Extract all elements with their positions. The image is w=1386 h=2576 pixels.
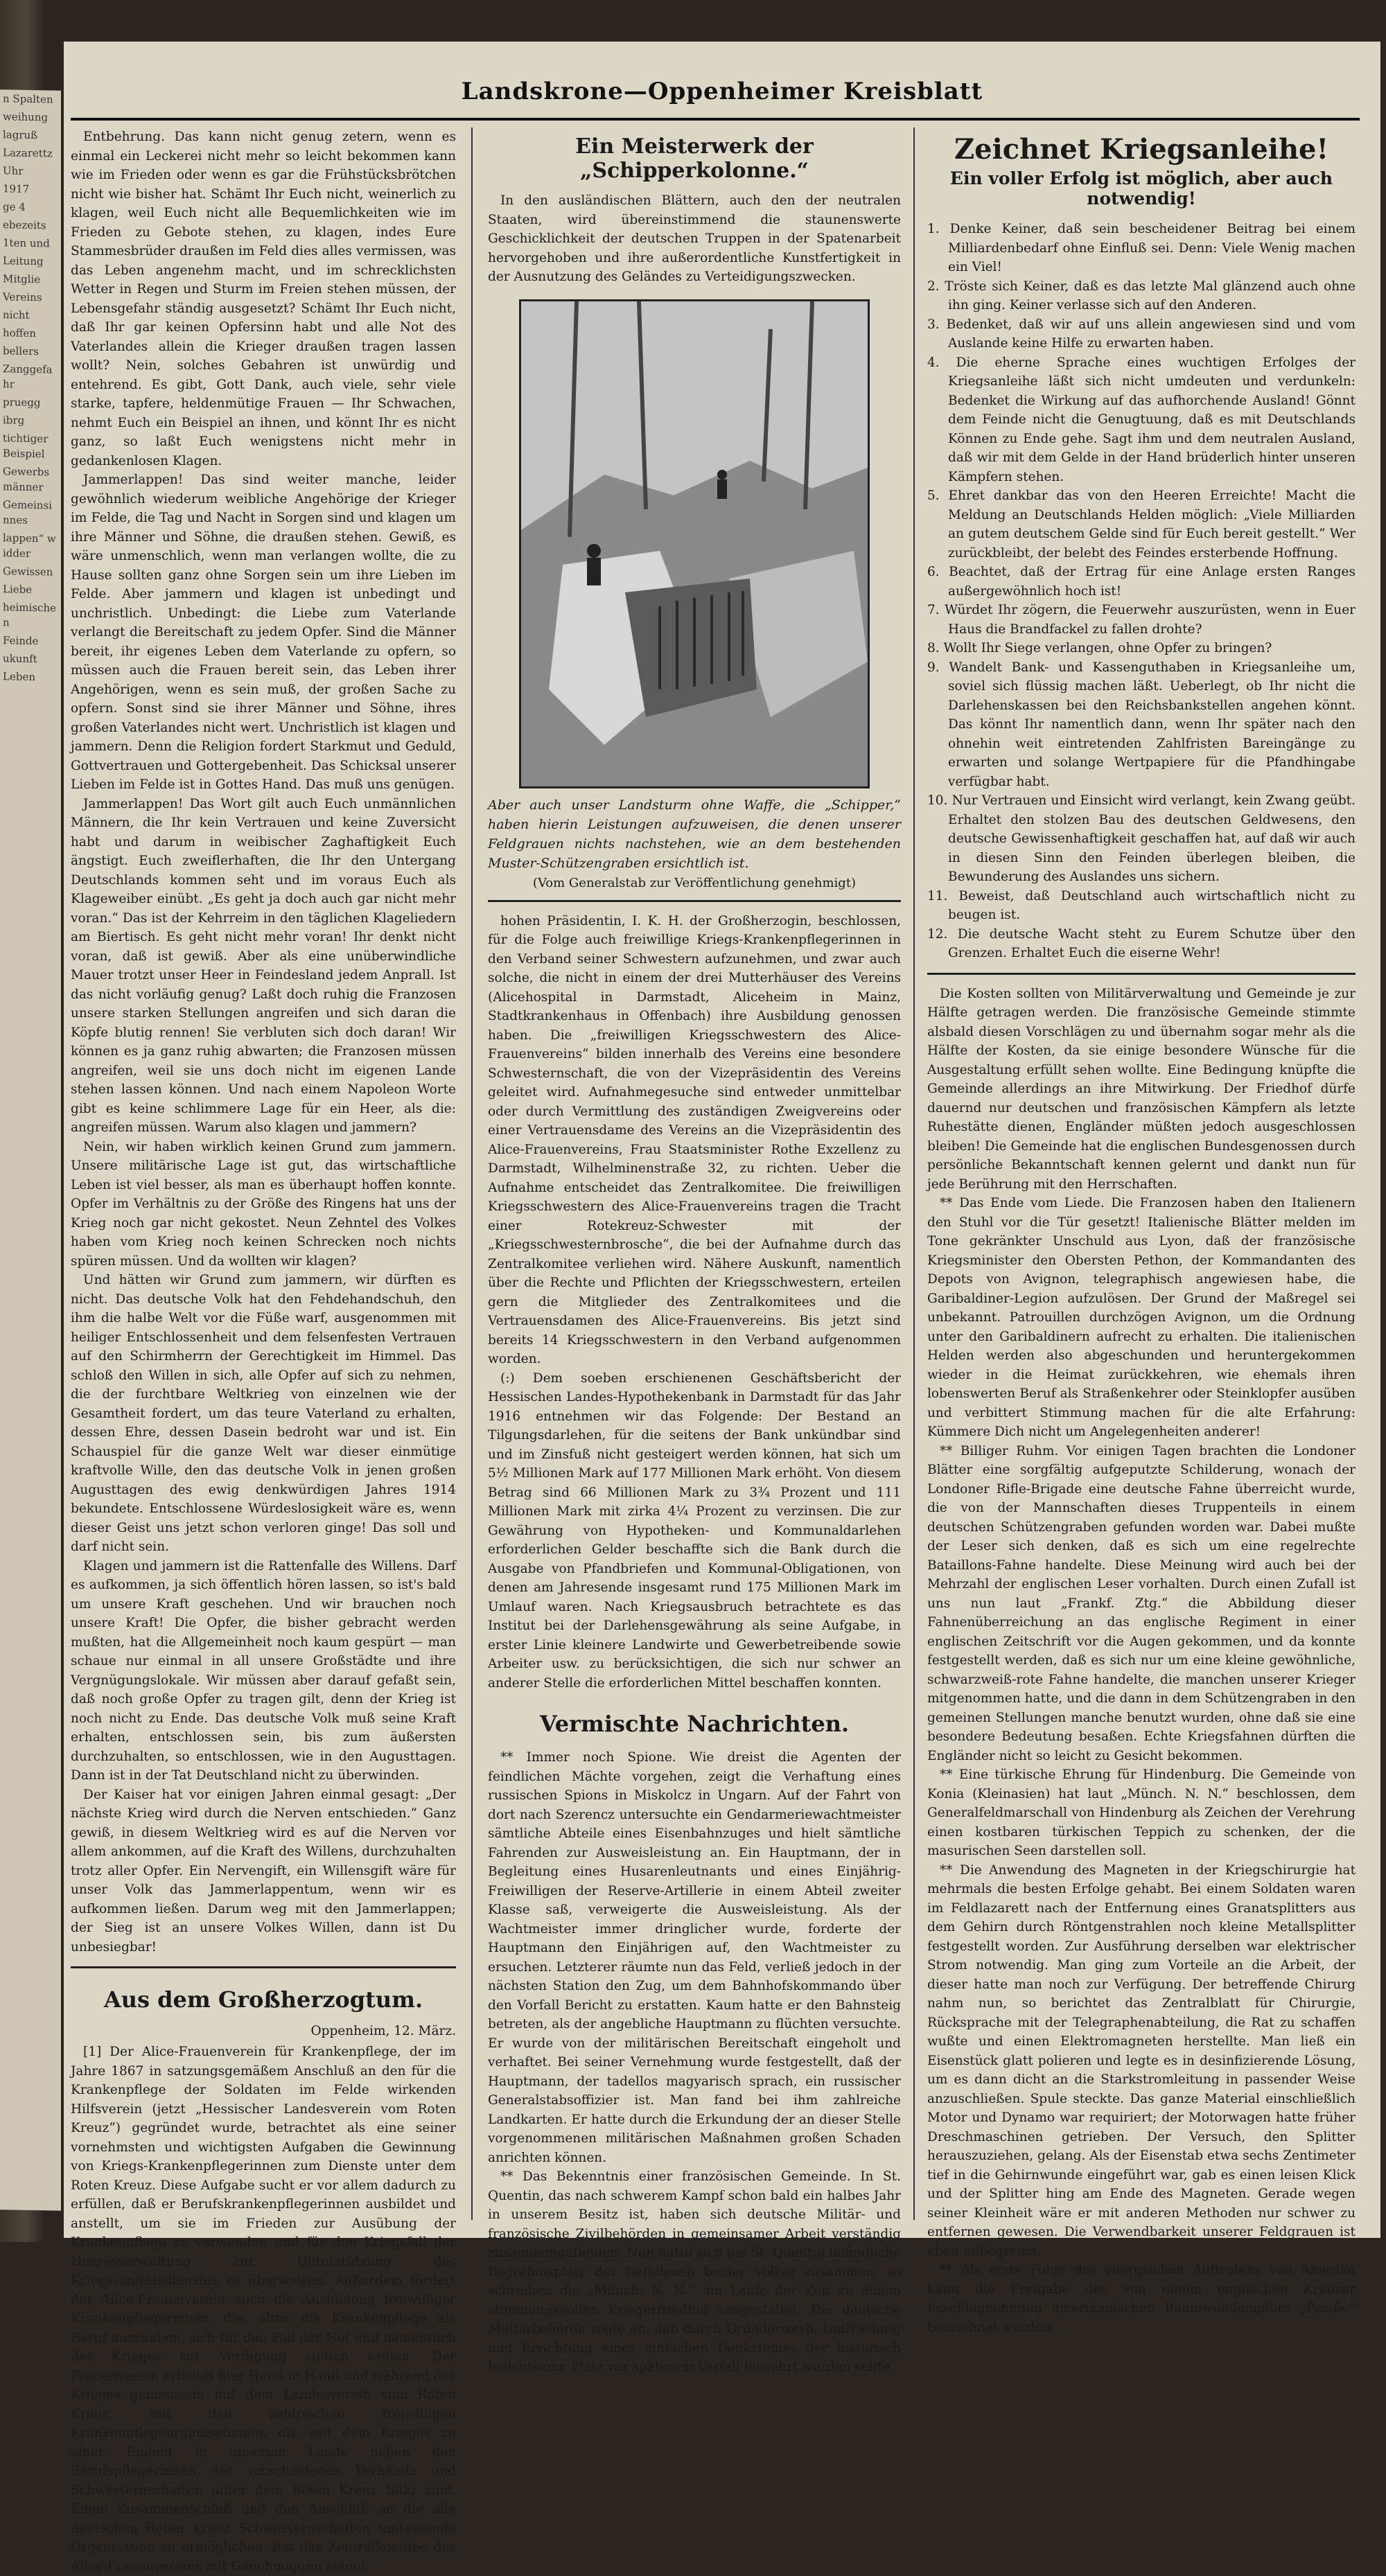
column-2 [488, 127, 901, 2374]
fragment-line: Gewerbsmänner [3, 465, 50, 494]
fragment-line: nicht [3, 308, 30, 321]
fragment-line: Zanggefahr [3, 362, 53, 391]
paragraph: ** Billiger Ruhm. Vor einigen Tagen brachten die Londoner Blätter eine sorgfältig aufgeputzte Schilderung, wonach der Londoner Rifle-Brigade eine deutsche Fahne überreicht wurde, die von der Mannschaften dieses Truppenteils in einem deutschen Schützengraben gefunden worden war. Dabei mußte der Leser sich denken, daß es sich um eine regelrechte Bataillons-Fahne handelte. Diese Meinung wird auch bei der Mehrzahl der englischen Leser vorhalten. Durch einen Zufall ist uns nun laut „Frankf. Ztg.“ die Abbildung dieser Fahnenüberreichung an das englische Regiment in einer englischen Zeitschrift vor die Augen gekommen, und da konnte festgestellt werden, daß es sich nur um eine kleine gewöhnliche, schwarzweiß-rote Fahne handelte, die manchen unserer Krieger mitgenommen hatte, und die dann in dem Schützengraben in den gemeinen Stellungen manche benutzt wurden, ohne daß sie eine besondere Bedeutung besaßen. Echte Kriegsfahnen dürften die Engländer nicht so leicht zu Gesicht bekommen. [927, 1443, 1356, 1763]
fragment-line: Gemeinsinnes [3, 498, 52, 527]
paragraph: Und hätten wir Grund zum jammern, wir dürften es nicht. Das deutsche Volk hat den Fehdehandschuh, den ihm die halbe Welt vor die Füße warf, ausgenommen mit heiliger Entschlossenheit und dem felsenfesten Vertrauen auf den Schirmherrn der Gerechtigkeit im Himmel. Das schloß den Willen in sich, alle Opfer auf sich zu nehmen, die der furchtbare Weltkrieg von einzelnen wie der Gesamtheit fordert, um das teure Vaterland zu erhalten, dessen Ehre, dessen Dasein bedroht war und ist. Ein Schauspiel für die ganze Welt war dieser einmütige kraftvolle Wille, den das deutsche Volk in jenen großen Augusttagen des ewig denkwürdigen Jahres 1914 bekundete. Entschlossene Würdeslosigkeit wäre es, wenn dieser Geist uns jetzt schon verloren ginge! Das soll und darf nicht sein. [71, 1273, 456, 1554]
fragment-line: hoffen [3, 326, 36, 340]
previous-page-fragment [0, 89, 61, 2211]
paragraph: Klagen und jammern ist die Rattenfalle des Willens. Darf es aufkommen, ja sich öffentlich hören lassen, so ist's bald um unsere Kraft geschehen. Und wir brauchen noch unsere Kraft! Die Opfer, die bisher gebracht werden mußten, hat die Allgemeinheit noch kaum gespürt — man schaue nur einmal in all unsere Großstädte und ihre Vergnügungslokale. Wir müssen aber darauf gefaßt sein, daß noch große Opfer zu tragen gilt, denn der Krieg ist noch nicht zu Ende. Das deutsche Volk muß seine Kraft erhalten, entschlossen sein, bis zum äußersten durchzuhalten, so entschlossen, wie in den Augusttagen. Dann ist in der Tat Deutschland nicht zu überwinden. [71, 1558, 456, 1783]
paragraph: ** Als erste Folge des energischen Auftretens von Amerika kann die Freigabe des von einem englischen Kreuzer beschlagnahmten amerikanischen Baumwolldampfers „Pacific“ bezeichnet werden. [927, 2263, 1356, 2335]
paragraph: ** Das Ende vom Liede. Die Franzosen haben den Italienern den Stuhl vor die Tür gesetzt! Italienische Blätter melden im Tone gekränkter Unschuld aus Lyon, daß der französische Kriegsminister den Obersten Pethon, der Kommandanten des Depots von Avignon, telegraphisch angewiesen habe, die Garibaldiner-Legion aufzulösen. Der Grund der Maßregel sei unbekannt. Patrouillen durchzögen Avignon, um die Ordnung unter den Garibaldinern aufrecht zu erhalten. Die italienischen Helden werden also abgeschunden und heruntergekommen wieder in die Heimat zurückkehren, wie ehemals ihren lobenswerten Beruf als Straßenkehrer oder Steinklopfer ausüben und verbittert Stimmung machen für die alte Erfahrung: Kümmere Dich nicht um Angelegenheiten anderer! [927, 1196, 1356, 1439]
section-title-vermischte: Vermischte Nachrichten. [539, 1711, 850, 1737]
photo-caption: Aber auch unser Landsturm ohne Waffe, die „Schipper,“ haben hierin Leistungen aufzuweisen, die denen unserer Feldgrauen nichts nachstehen, wie an dem bestehenden Muster-Schützengraben ersichtlich ist. [488, 797, 901, 871]
list-item: 7. Würdet Ihr zögern, die Feuerwehr auszurüsten, wenn in Euer Haus die Brandfackel zu fallen drohte? [927, 603, 1356, 637]
list-item: 1. Denke Keiner, daß sein bescheidener Beitrag bei einem Milliardenbedarf ohne Einfluß sei. Denn: Viele Wenig machen ein Viel! [927, 222, 1356, 274]
list-item: 12. Die deutsche Wacht steht zu Eurem Schutze über den Grenzen. Erhaltet Euch die eiserne Wehr! [927, 926, 1356, 960]
trench-photo-illustration [521, 301, 868, 786]
section-divider [71, 1966, 456, 1968]
column-rule [471, 127, 473, 2220]
paragraph: Entbehrung. Das kann nicht genug zetern, wenn es einmal ein Leckerei nicht mehr so leicht bekommen kann wie im Frieden oder wenn es gar die Frühstücksbrötchen nicht wie bisher hat. Schämt Ihr Euch nicht, weinerlich zu klagen, weil Euch nicht alle Bequemlichkeiten wie im Frieden zu Gebote stehen, zu klagen, indes Eure Stammesbrüder draußen im Feld dies alles vermissen, was das Leben angenehm macht, und im schrecklichsten Wetter in Regen und Sturm im Freien stehen müssen, der Lebensgefahr ständig ausgesetzt? Schämt Ihr Euch nicht, daß Ihr gar keinen Opfersinn habt und alle Not des Vaterlandes allein die Krieger draußen tragen lassen wollt? Nein, solches Gebahren ist unwürdig und entehrend. Es gibt, Gott Dank, auch viele, sehr viele starke, tapfere, heldenmütige Frauen — Ihr Schwachen, nehmt Euch ein Beispiel an ihnen, und könnt Ihr es nicht ganz, so laßt Euch wenigstens nicht mehr in gedankenlosen Klagen. [71, 130, 456, 468]
list-item: 9. Wandelt Bank- und Kassenguthaben in Kriegsanleihe um, soviel sich flüssig machen läßt. Ueberlegt, ob Ihr nicht die Darlehenskassen bei den Reichsbankstellen angehen könnt. Das könnt Ihr namentlich dann, wenn Ihr später nach den ohnehin weit eintretenden Zahlfristen Bareingänge zu erwarten und solange Wertpapiere für die Pfandhingabe verfügbar habt. [927, 660, 1356, 789]
paragraph: hohen Präsidentin, I. K. H. der Großherzogin, beschlossen, für die Folge auch freiwillige Kriegs-Krankenpflegerinnen in den Verband seiner Schwestern aufzunehmen, und zwar auch solche, die nicht in einem der drei Mutterhäuser des Vereins (Alicehospital in Darmstadt, Aliceheim in Mainz, Stadtkrankenhaus in Offenbach) ihre Ausbildung genossen haben. Die „freiwilligen Kriegsschwestern des Alice-Frauenvereins“ bilden innerhalb des Vereins eine besondere Schwesternschaft, die von der Vizepräsidentin des Vereins geleitet wird. Aufnahmegesuche sind entweder unmittelbar oder durch Vermittlung des zuständigen Zweigvereins oder einer Vertrauensdame des Vereins an die Vizepräsidentin des Alice-Frauenvereins, Frau Staatsminister Rothe Exzellenz zu Darmstadt, Wilhelminenstraße 32, zu richten. Ueber die Aufnahme entscheidet das Zentralkomitee. Die freiwilligen Kriegsschwestern des Alice-Frauenvereins tragen die Tracht einer Rotekreuz-Schwester mit der „Kriegsschwesternbrosche“, die bei der Aufnahme durch das Zentralkomitee verliehen wird. Nähere Auskunft, namentlich über die Rechte und Pflichten der Kriegsschwestern, erteilen gern die Mitglieder des Zentralkomitees und die Vertrauensdamen des Alice-Frauenvereins. Bis jetzt sind bereits 14 Kriegsschwestern in den Verband aufgenommen worden. [488, 913, 901, 1366]
kriegsanleihe-list [927, 220, 1356, 963]
paragraph: Jammerlappen! Das Wort gilt auch Euch unmännlichen Männern, die Ihr kein Vertrauen und keine Zuversicht habt und darum in weibischer Zaghaftigkeit Euch ängstigt. Euch zweiflerhaften, die Ihr den Untergang Deutschlands kommen seht und im voraus Euch als Klageweiber einübt. „Es geht ja doch auch gar nicht mehr voran.“ Das ist der Kehrreim in den täglichen Klageliedern am Biertisch. Es geht nicht mehr voran! Ihr denkt nicht voran, daß ist gewiß. Aber als eine unüberwindliche Mauer trotzt unser Heer in Feindesland jedem Anprall. Ist das nicht vorläufig genug? Laßt doch ruhig die Franzosen unsere starken Stellungen angreifen und sich daran die Köpfe blutig rennen! Sie verbluten sich doch daran! Wir können es ja ganz ruhig abwarten; die Franzosen müssen angreifen, weil sie uns doch nicht im eigenen Lande stehen lassen können. Und nach einem Napoleon Worte gibt es keine schlimmere Lage für ein Heer, als die: angreifen müssen. Warum also klagen und jammern? [71, 796, 456, 1135]
article-title-schipperkolonne: Ein Meisterwerk der „Schipperkolonne.“ [575, 134, 814, 183]
list-item: 10. Nur Vertrauen und Einsicht wird verlangt, kein Zwang geübt. Erhaltet den stolzen Bau des deutschen Geldwesens, den deutsche Gewissenhaftigkeit geschaffen hat, auf daß wir auch in diesen Sinn den Feinden überlegen bleiben, die Bewunderung des Auslandes uns sichern. [927, 793, 1356, 884]
list-item: 4. Die eherne Sprache eines wuchtigen Erfolges der Kriegsanleihe läßt sich nicht umdeuten und verdunkeln: Bedenket die Wirkung auf das aufhorchende Ausland! Gönnt dem Feinde nicht die Genugtuung, daß es mit Deutschlands Können zu Ende gehe. Sagt ihm und dem neutralen Ausland, daß wir mit dem Gelde in der Hand brüderlich hinter unseren Kämpfern stehen. [927, 355, 1356, 484]
column-3 [927, 127, 1356, 2335]
kriegsanleihe-subtitle: Ein voller Erfolg ist möglich, aber auch notwendig! [949, 168, 1333, 209]
column-1-body [71, 127, 456, 1957]
fragment-line: 1917 [3, 182, 30, 195]
dateline: Oppenheim, 12. März. [310, 2024, 456, 2038]
column-3-body [927, 985, 1356, 2338]
masthead [64, 78, 1380, 105]
list-item: 2. Tröste sich Keiner, daß es das letzte Mal glänzend auch ohne ihn ging. Keiner verlasse sich auf den Anderen. [927, 279, 1356, 312]
fragment-line: heimischen [3, 601, 56, 629]
fragment-line: Leitung [3, 254, 44, 268]
paragraph: (:) Dem soeben erschienenen Geschäftsbericht der Hessischen Landes-Hypothekenbank in Darmstadt für das Jahr 1916 entnehmen wir das Folgende: Der Bestand an Tilgungsdarlehen, für die seitens der Bank unkündbar sind und im Zinsfuß nicht gesteigert werden können, hat sich um 5½ Millionen Mark auf 177 Millionen Mark erhöht. Von diesem Betrag sind 66 Millionen Mark zu 3¾ Prozent und 111 Millionen Mark mit zirka 4¼ Prozent zu verzinsen. Die zur Gewährung von Hypotheken- und Kommunaldarlehen erforderlichen Gelder beschaffte sich die Bank durch die Ausgabe von Pfandbriefen und Kommunal-Obligationen, von denen am Jahresende insgesamt rund 175 Millionen Mark im Umlauf waren. Nach Kriegsausbruch betrachtete es das Institut bei der Darlehensgewährung als seine Aufgabe, in erster Linie kleinere Landwirte und Gewerbetreibende sowie Arbeiter usw. zu berücksichtigen, die sich nur schwer an anderer Stelle die erforderlichen Mittel beschaffen konnten. [488, 1370, 901, 1691]
fragment-line: bellers [3, 344, 39, 358]
fragment-line: tichtiger Beispiel [3, 432, 49, 461]
fragment-line: ge 4 [3, 200, 26, 213]
paragraph: ** Immer noch Spione. Wie dreist die Agenten der feindlichen Mächte vorgehen, zeigt die Verhaftung eines russischen Spions in Miskolcz in Ungarn. Auf der Fahrt von dort nach Szerencz untersuchte ein Gendarmeriewachtmeister sämtliche Abteile eines Eisenbahnzuges und hielt sämtliche Fahrenden zur Ausweisleistung an. Ein Hauptmann, der in Begleitung eines Husarenleutnants und eines Einjährig-Freiwilligen der Reserve-Artillerie in einem Abteil zweiter Klasse saß, verweigerte die Ausweisleistung. Als der Wachtmeister immer dringlicher wurde, forderte der Hauptmann den Einjährigen auf, den Wachtmeister zu ersuchen. Letzterer räumte nun das Feld, verließ jedoch in der nächsten Station den Zug, um dem Bahnhofskommando über den Vorfall Bericht zu erstatten. Kaum hatte er den Bahnsteig betreten, als der angebliche Hauptmann zu flüchten versuchte. Er wurde von der militärischen Bereitschaft eingeholt und verhaftet. Bei seiner Vernehmung wurde festgestellt, daß der Hauptmann, der tadellos magyarisch sprach, ein russischer Generalstabsoffizier ist. Man fand bei ihm zahlreiche Landkarten. Er hatte durch die Erkundung der an dieser Stelle vorgenommenen militärischen Maßnahmen großen Schaden anrichten können. [488, 1750, 901, 2165]
fragment-line: Gewissen [3, 565, 53, 579]
fragment-line: lagruß [3, 128, 38, 142]
paragraph: ** Die Anwendung des Magneten in der Kriegschirurgie hat mehrmals die besten Erfolge gehabt. Bei einem Soldaten waren im Feldlazarett nach der Entfernung eines Granatsplitters aus dem Gehirn durch Röntgenstrahlen noch kleine Metallsplitter festgestellt worden. Zur Ausführung derselben war elektrischer Strom notwendig. Man ging zum Vorteile an die Arbeit, der dieser hatte man noch zur Verfügung. Der betreffende Chirurg nahm nun, so berichtet das Zentralblatt für Chirurgie, Rücksprache mit der Telegraphenabteilung, die Rat zu schaffen wußte und einen Elektromagneten herstellte. Man ließ ein Eisenstück glatt polieren und legte es in desinfizierende Lösung, um es dann dicht an die Starkstromleitung in passender Weise anzuschließen. Spule steckte. Das ganze Material einschließlich Motor und Dynamo war requiriert; der Motorwagen hatte früher Dreschmaschinen getrieben. Der Versuch, den Splitter herauszuziehen, gelang. Als der Eisenstab etwa sechs Zentimeter tief in die Gehirnwunde eingeführt war, gab es einen leisen Klick und der Splitter hing am Ende des Magneten. Gerade wegen seiner Kleinheit wäre er mit anderen Methoden nur schwer zu entfernen gewesen. Die Verwendbarkeit unserer Feldgrauen ist eben unbegrenzt. [927, 1862, 1356, 2259]
fragment-line: Uhr [3, 164, 24, 177]
paragraph: [1] Der Alice-Frauenverein für Krankenpflege, der im Jahre 1867 in satzungsgemäßem Anschluß an den für die Krankenpflege der Soldaten im Felde wirkenden Hilfsverein (jetzt „Hessischer Landesverein vom Roten Kreuz“) gegründet wurde, betrachtet als eine seiner vornehmsten und wichtigsten Aufgaben die Gewinnung von Kriegs-Krankenpflegerinnen zum Dienste unter dem Roten Kreuz. Diese Aufgabe sucht er vor allem dadurch zu erfüllen, daß er Berufskrankenpflegerinnen ausbildet und anstellt, um sie im Frieden zur Ausübung der Krankenpflege zu verwenden und für den Kriegsfall der Heeresverwaltung zur Unterstützung des Kriegssanitätsdienstes zu überweisen. Außerdem fördert der Alice-Frauenverein auch die Ausbildung freiwilliger Krankenpflegerinnen, die, ohne die Krankenpflege als Beruf auszuüben, sich für den Fall der Not und namentlich des Krieges zur Verfügung stellen wollen. Der Frauenverein arbeitet hier Hand in Hand und während des Krieges gemeinsam mit dem Landesverein vom Roten Kreuz, mit den zahlreichen freiwilligen Krankenpflegeorganisationen, die seit dem Krieges zu einer Einheit in unserem Lande neben den Berufspflegerinnen der verschiedenen Verbände und Schwesternschaften unter dem Roten Kreuz tätig sind. Einen Zusammenschluß und den Anschluß an die alle deutschen Roten Kreuz Schwesternschaften umfassende Organisation zu ermöglichen, hat das Zentralkomitee des Alice-Frauenvereins mit Genehmigung seiner [71, 2045, 456, 2574]
column-rule [913, 127, 915, 2220]
fragment-line: 1ten und [3, 236, 50, 250]
kriegsanleihe-title: Zeichnet Kriegsanleihe! [954, 133, 1329, 166]
list-item: 3. Bedenket, daß wir auf uns allein angewiesen sind und vom Auslande keine Hilfe zu erwarten haben. [927, 317, 1356, 351]
list-item: 8. Wollt Ihr Siege verlangen, ohne Opfer zu bringen? [927, 641, 1272, 655]
article-intro [488, 191, 901, 287]
masthead-rule [71, 118, 1360, 121]
fragment-line: Liebe [3, 583, 33, 597]
misc-body [488, 1748, 901, 2377]
paragraph: Jammerlappen! Das sind weiter manche, leider gewöhnlich wiederum weibliche Angehörige der Krieger im Felde, die Tag und Nacht in Sorgen sind und klagen um ihre Männer und Söhne, die draußen stehen. Gewiß, es wäre unmenschlich, wenn man verlangen wollte, die zu Hause sollten ganz ohne Sorgen sein um ihre Lieben im Felde. Aber jammern und klagen ist unbedingt und unchristlich. Unbedingt: die Liebe zum Vaterlande verlangt die Bereitschaft zu jedem Opfer. Sind die Männer bereit, ihr eigenes Leben dem Vaterlande zu opfern, so müssen auch die Frauen bereit sein, das Leben ihrer Angehörigen, wenn es sein muß, der großen Sache zu opfern. Sonst sind sie ihrer Männer und Söhne, ihres großen Vaterlandes nicht wert. Unchristlich ist klagen und jammern. Denn die Religion fordert Starkmut und Geduld, Gottvertrauen und Gottergebenheit. Das Schicksal unserer Lieben im Felde ist in Gottes Hand. Das muß uns genügen. [71, 473, 456, 792]
paragraph: Nein, wir haben wirklich keinen Grund zum jammern. Unsere militärische Lage ist gut, das wirtschaftliche Leben ist viel besser, als man es überhaupt hoffen konnte. Opfer im Verhältnis zu der Größe des Ringens hat uns der Krieg noch gar nicht gekostet. Neun Zehntel des Volkes haben vom Krieg noch keinen Schrecken noch nichts spüren müssen. Und da wollten wir klagen? [71, 1139, 456, 1269]
fragment-line: Mitglie [3, 272, 41, 286]
fragment-line: Feinde [3, 634, 39, 648]
fragment-line: ebezeits [3, 218, 46, 232]
fragment-line: weihung [3, 110, 49, 124]
list-item: 5. Ehret dankbar das von den Heeren Erreichte! Macht die Meldung an Deutschlands Helden möglich: „Viele Milliarden an gutem deutschem Gelde sind für Euch bereit gestellt.“ Wer zurückbleibt, der belebt des Feindes ersterbende Hoffnung. [927, 488, 1356, 561]
section-title-grossherzogtum: Aus dem Großherzogtum. [103, 1986, 423, 2013]
list-item: 6. Beachtet, daß der Ertrag für eine Anlage ersten Ranges außergewöhnlich hoch ist! [927, 565, 1356, 599]
fragment-line: Lazarettz [3, 146, 53, 160]
section-divider [488, 900, 901, 902]
fragment-line: Leben [3, 670, 35, 684]
trench-photo [519, 299, 870, 788]
list-item: 11. Beweist, daß Deutschland auch wirtschaftlich nicht zu beugen ist. [927, 888, 1356, 922]
paragraph: Die Kosten sollten von Militärverwaltung und Gemeinde je zur Hälfte getragen werden. Die französische Gemeinde stimmte alsbald diesen Vorschlägen zu und übernahm sogar mehr als die Hälfte der Kosten, da sie einige besondere Wünsche für die Ausgestaltung erfüllt sehen wollte. Eine Bedingung knüpfte die Gemeinde allerdings an ihre Mitwirkung. Der Friedhof dürfe dauernd nur deutschen und französischen Kämpfern als letzte Ruhestätte dienen, Engländer müßten jedoch ausgeschlossen bleiben! Die Gemeinde hat die englischen Bundesgenossen durch persönliche Bekanntschaft kennen gelernt und dankt nun für jede Berührung mit den Herrschaften. [927, 986, 1356, 1192]
fragment-line: pruegg [3, 396, 41, 409]
paragraph: Der Kaiser hat vor einigen Jahren einmal gesagt: „Der nächste Krieg wird durch die Nerven entschieden.“ Ganz gewiß, in diesem Weltkrieg wird es auf die Nerven vor allem ankommen, auf die Kraft des Willens, durchzuhalten trotz aller Opfer. Ein Nervengift, ein Willensgift wäre für unser Volk das Jammerlappentum, wenn wir es aufkommen ließen. Darum weg mit den Jammerlappen; der Sieg ist an unsere Volkes Willen, dann ist Du unbesiegbar! [71, 1787, 456, 1955]
fragment-line: lappen“ widder [3, 531, 56, 561]
fragment-line: ukunft [3, 652, 37, 666]
paragraph: ** Das Bekenntnis einer französischen Gemeinde. In St. Quentin, das nach schwerem Kampf schon bald ein halbes Jahr in unserem Besitz ist, haben sich deutsche Militär- und französische Zivilbehörden in gemeinsamer Arbeit verständig zusammengefunden. Nun hatte sich bei St. Quentin befindliche Begräbnisplatz der Gefallenen beider Völker zusammen, so schreiben die „Münch. N. N.“, im Laufe der Zeit zu einem stimmungsvollen Kriegerfriedhof ausgestaltet. Die deutsche Militärbehörde regte an, daß durch Grunderwerb, Umfriedung und Errichtung eines einfachen Denksteines der historisch bedeutsame Platz vor späterem Verfall bewahrt werden sollte. [488, 2169, 901, 2374]
newspaper-page [64, 42, 1380, 2574]
fragment-line: Vereins [3, 290, 42, 304]
paragraph: ** Eine türkische Ehrung für Hindenburg. Die Gemeinde von Konia (Kleinasien) hat laut „Münch. N. N.“ beschlossen, dem Generalfeldmarschall von Hindenburg als Zeichen der Verehrung einen kostbaren türkischen Teppich zu schenken, der die masurischen Seen darstellen soll. [927, 1767, 1356, 1858]
fragment-line: ibrg [3, 414, 25, 427]
section-body [71, 2043, 456, 2576]
column-1 [71, 127, 456, 2574]
fragment-line: n Spalten [3, 92, 53, 106]
photo-credit: (Vom Generalstab zur Veröffentlichung genehmigt) [532, 875, 857, 890]
article-continuation [488, 912, 901, 1693]
paragraph: In den ausländischen Blättern, auch den der neutralen Staaten, wird übereinstimmend die staunenswerte Geschicklichkeit der deutschen Truppen in der Spatenarbeit hervorgehoben und ihre außerordentliche Kunstfertigkeit in der Ausnutzung des Geländes zu Verteidigungszwecken. [488, 193, 901, 284]
section-divider [927, 973, 1356, 975]
masthead-title: Landskrone—Oppenheimer Kreisblatt [461, 78, 983, 105]
